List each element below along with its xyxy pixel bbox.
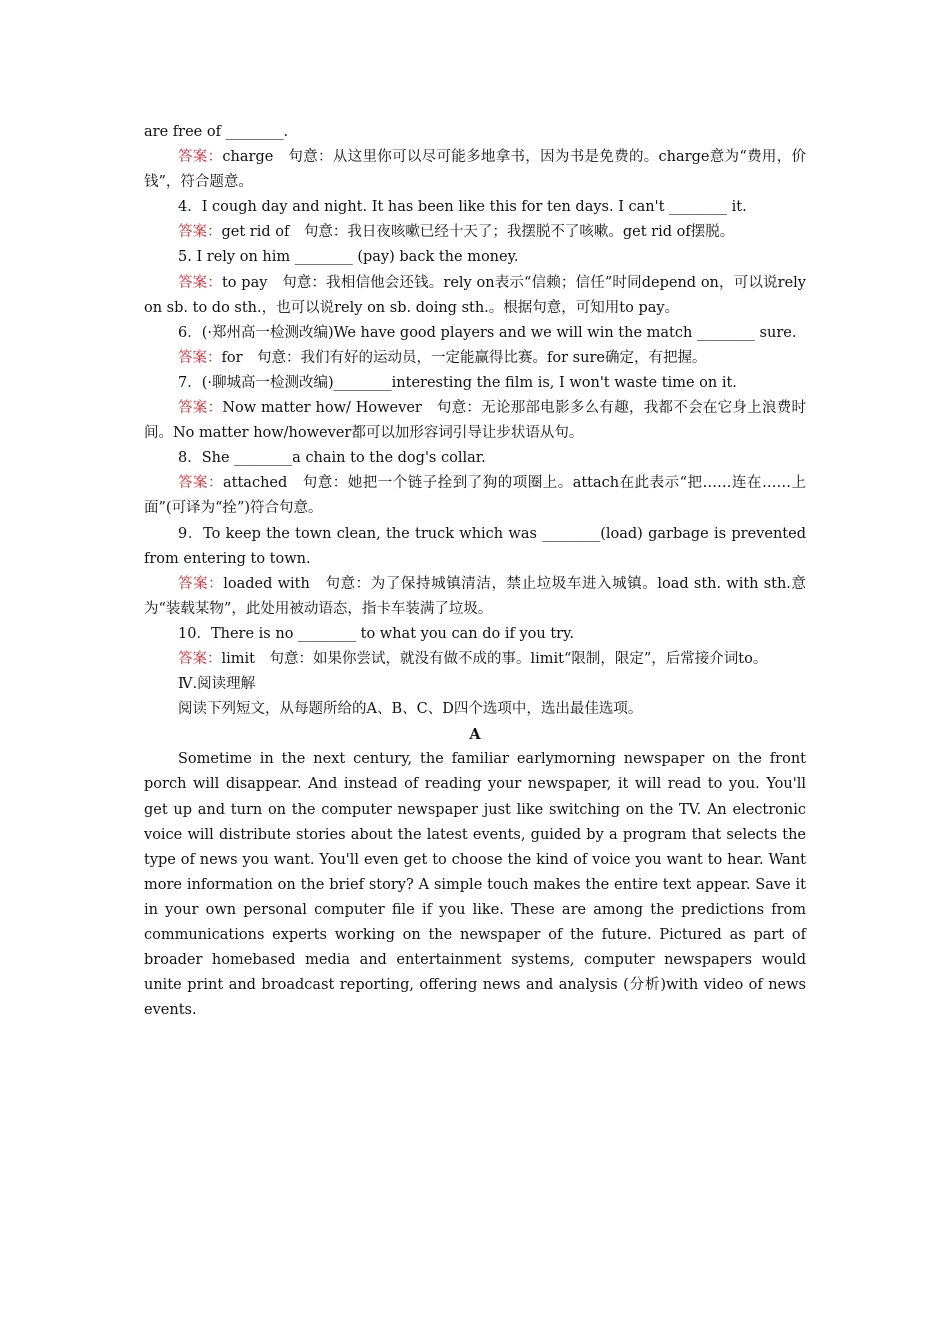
section-instruction: 阅读下列短文，从每题所给的A、B、C、D四个选项中，选出最佳选项。: [178, 701, 643, 718]
answer-text: limit 句意：如果你尝试，就没有做不成的事。limit“限制，限定”，后常接介词to。: [221, 650, 768, 667]
answer-label: 答案：: [178, 400, 223, 417]
answer-5: [144, 271, 806, 321]
question-8: 8．She ________a chain to the dog's collar.: [178, 450, 486, 467]
answer-4: [144, 220, 806, 245]
answer-label: 答案：: [178, 274, 222, 291]
answer-text: loaded with 句意：为了保持城镇清洁，禁止垃圾车进入城镇。load sth. with sth.意为“装载某物”，此处用被动语态，指卡车装满了垃圾。: [144, 575, 807, 617]
answer-text: attached 句意：她把一个链子拴到了狗的项圈上。attach在此表示“把……连在……上面”(可译为“拴”)符合句意。: [144, 475, 806, 517]
answer-label: 答案：: [178, 575, 224, 592]
answer-text: to pay 句意：我相信他会还钱。rely on表示“信赖；信任”时同depend on，可以说rely on sb. to do sth.，也可以说rely on sb. doing sth.。根据句意，可知用to pay。: [144, 274, 807, 316]
answer-label: 答案：: [178, 224, 222, 241]
answer-label: 答案：: [178, 149, 223, 166]
answer-8: [144, 471, 806, 521]
answer-text: for 句意：我们有好的运动员，一定能赢得比赛。for sure确定，有把握。: [221, 349, 707, 366]
answer-text: charge 句意：从这里你可以尽可能多地拿书，因为书是免费的。charge意为“费用，价钱”，符合题意。: [144, 149, 806, 191]
answer-3: [144, 145, 806, 195]
answer-9: [144, 572, 806, 622]
reading-passage: Sometime in the next century, the familiar earlymorning newspaper on the front porch will disappear. And instead of reading your newspaper, it will read to you. You'll get up and turn on the computer newspaper just like switching on the TV. An electronic voice will distribute stories about the latest events, guided by a program that selects the type of news you want. You'll even get to choose the kind of voice you want to hear. Want more information on the brief story? A simple touch makes the entire text appear. Save it in your own personal computer file if you like. These are among the predictions from communications experts working on the newspaper of the future. Pictured as part of broader homebased media and entertainment systems, computer newspapers would unite print and broadcast reporting, offering news and analysis (分析)with video of news events.: [144, 751, 806, 1019]
question-6: 6．(·郑州高一检测改编)We have good players and we will win the match ________ sure.: [178, 324, 797, 341]
answer-6: [144, 346, 806, 371]
question-4: 4．I cough day and night. It has been like this for ten days. I can't ________ it.: [178, 199, 747, 216]
answer-text: get rid of 句意：我日夜咳嗽已经十天了；我摆脱不了咳嗽。get rid of摆脱。: [221, 224, 735, 241]
answer-text: Now matter how/ However 句意：无论那部电影多么有趣，我都不会在它身上浪费时间。No matter how/however都可以加形容词引导让步状语从句。: [144, 400, 807, 442]
question-5: 5. I rely on him ________ (pay) back the money.: [178, 249, 519, 266]
question-10: 10．There is no ________ to what you can do if you try.: [178, 625, 574, 642]
document-page: [144, 120, 806, 1023]
question-9: 9．To keep the town clean, the truck which was ________(load) garbage is prevented from entering to town.: [144, 525, 806, 567]
section-heading: Ⅳ.阅读理解: [178, 676, 256, 693]
answer-10: [144, 647, 806, 672]
answer-7: [144, 396, 806, 446]
question-3-tail: are free of ________.: [144, 124, 289, 140]
passage-label: A: [469, 726, 481, 744]
answer-label: 答案：: [178, 650, 222, 667]
answer-label: 答案：: [178, 475, 223, 492]
question-7: 7．(·聊城高一检测改编)________interesting the film is, I won't waste time on it.: [178, 374, 737, 391]
answer-label: 答案：: [178, 349, 222, 366]
